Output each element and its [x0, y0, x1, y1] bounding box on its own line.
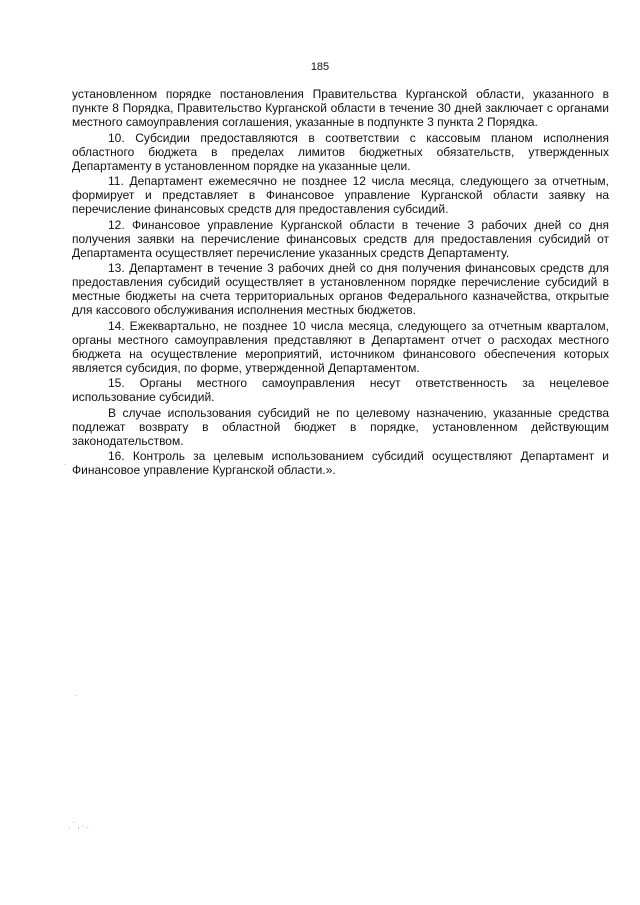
scan-artifact: . — [64, 458, 67, 467]
page-number: 185 — [310, 61, 330, 73]
paragraph-15-misuse: В случае использования субсидий не по целевому назначению, указанные средства подлежат возврату в областной бюджет в порядке, установленном действующим законодательством. — [72, 405, 609, 448]
scan-artifact: . — [75, 689, 78, 698]
scan-artifact: . ` , · . — [68, 821, 89, 830]
paragraph-13: 13. Департамент в течение 3 рабочих дней со дня получения финансовых средств для предоставления субсидий осуществляет в установленном порядке перечисление субсидий в местные бюджеты на счета территориальных органов Федерального казначейства, открытые для кассового обслуживания исполнения местных бюджетов. — [72, 261, 609, 317]
paragraph-10: 10. Субсидии предоставляются в соответствии с кассовым планом исполнения областного бюджета в пределах лимитов бюджетных обязательств, утвержденных Департаменту в установленном порядке на указанные цели. — [72, 130, 609, 173]
paragraph-14: 14. Ежеквартально, не позднее 10 числа месяца, следующего за отчетным кварталом, органы местного самоуправления представляют в Департамент отчет о расходах местного бюджета на осуществление мероприятий, источником финансового обеспечения которых является субсидия, по форме, утвержденной Департаментом. — [72, 318, 609, 375]
paragraph-continuation: установленном порядке постановления Правительства Курганской области, указанного в пункте 8 Порядка, Правительство Курганской области в течение 30 дней заключает с органами местного самоуправления соглашения, указанные в подпункте 3 пункта 2 Порядка. — [72, 87, 609, 129]
document-body — [72, 87, 609, 479]
paragraph-16: 16. Контроль за целевым использованием субсидий осуществляют Департамент и Финансовое управление Курганской области.». — [72, 449, 609, 477]
paragraph-12: 12. Финансовое управление Курганской области в течение 3 рабочих дней со дня получения заявки на перечисление финансовых средств для предоставления субсидий от Департамента осуществляет перечисление указанных средств Департаменту. — [72, 217, 609, 260]
paragraph-15: 15. Органы местного самоуправления несут ответственность за нецелевое использование субсидий. — [72, 376, 609, 404]
paragraph-11: 11. Департамент ежемесячно не позднее 12 числа месяца, следующего за отчетным, формирует и представляет в Финансовое управление Курганской области заявку на перечисление финансовых средств для предоставления субсидий. — [72, 174, 609, 216]
